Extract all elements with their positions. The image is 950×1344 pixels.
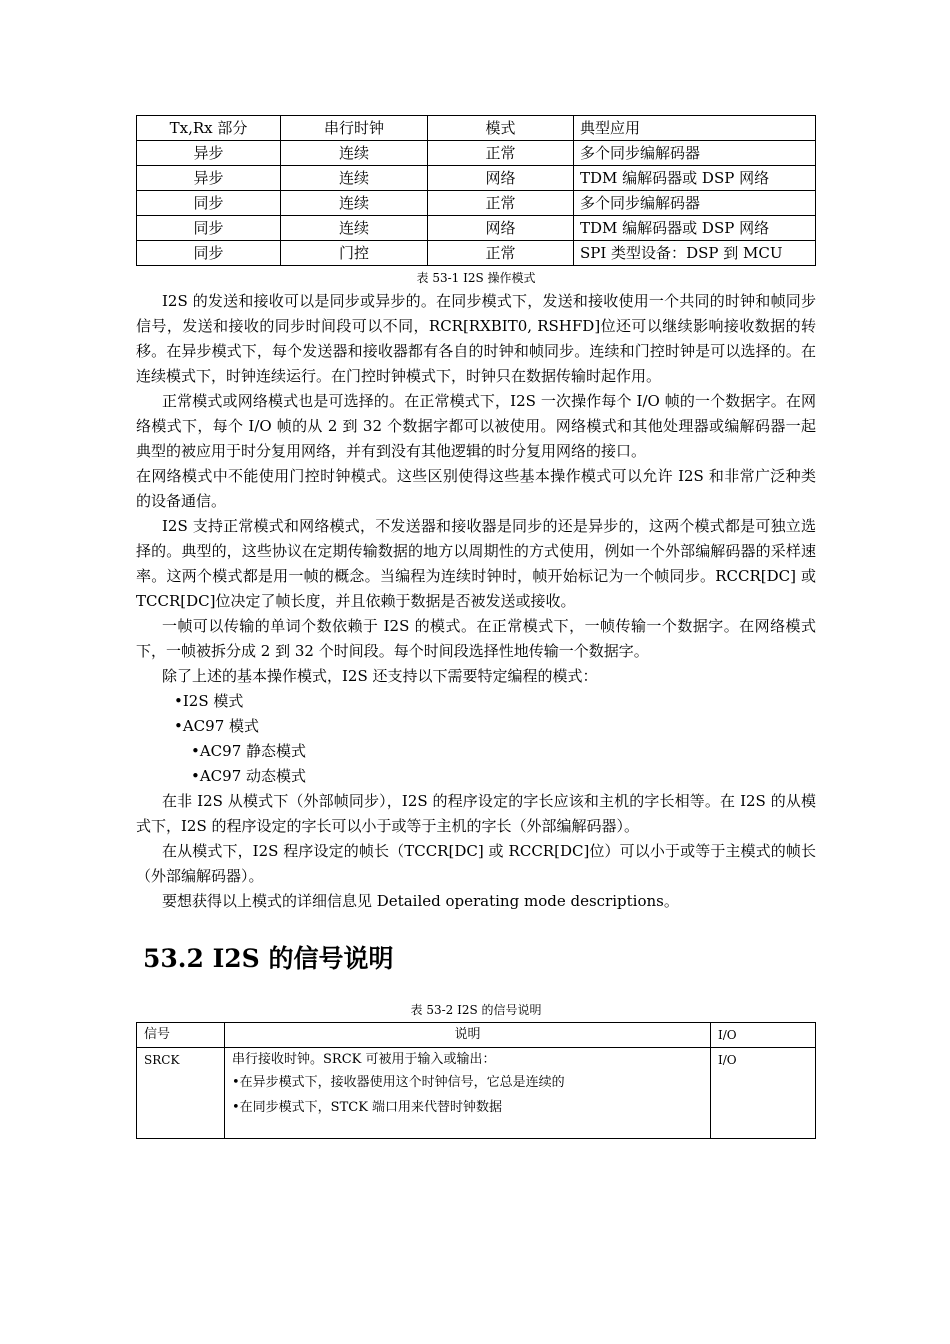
header-cell: 信号 <box>137 1023 225 1048</box>
document-page <box>136 115 816 1139</box>
table-cell: 连续 <box>281 166 428 191</box>
paragraph: 要想获得以上模式的详细信息见 Detailed operating mode descriptions。 <box>162 892 679 910</box>
table-row <box>137 191 816 216</box>
signal-description-cell <box>225 1048 711 1139</box>
table-cell: 正常 <box>428 141 574 166</box>
table-cell: SPI 类型设备：DSP 到 MCU <box>574 241 816 266</box>
table-caption: 表 53-1 I2S 操作模式 <box>416 271 536 285</box>
table-cell: 多个同步编解码器 <box>574 191 816 216</box>
signal-name-cell: SRCK <box>137 1048 225 1139</box>
table-cell: TDM 编解码器或 DSP 网络 <box>574 216 816 241</box>
section-heading: 53.2 I2S 的信号说明 <box>143 944 394 973</box>
table-cell: 网络 <box>428 216 574 241</box>
paragraph: I2S 支持正常模式和网络模式，不发送器和接收器是同步的还是异步的，这两个模式都是可独立选择的。典型的，这些协议在定期传输数据的地方以周期性的方式使用，例如一个外部编解码器的采样速率。这两个模式都是用一帧的概念。当编程为连续时钟时，帧开始标记为一个帧同步。RCCR[DC] 或 TCCR[DC]位决定了帧长度，并且依赖于数据是否被发送或接收。 <box>136 517 816 610</box>
header-cell: 典型应用 <box>574 116 816 141</box>
table-cell: 网络 <box>428 166 574 191</box>
paragraph: 在非 I2S 从模式下（外部帧同步），I2S 的程序设定的字长应该和主机的字长相等。在 I2S 的从模式下，I2S 的程序设定的字长可以小于或等于主机的字长（外部编解码器）。 <box>136 792 816 835</box>
table-row <box>137 166 816 191</box>
header-cell: I/O <box>711 1023 816 1048</box>
table-row <box>137 216 816 241</box>
header-cell: 说明 <box>225 1023 711 1048</box>
table-row <box>137 241 816 266</box>
paragraph: 正常模式或网络模式也是可选择的。在正常模式下，I2S 一次操作每个 I/O 帧的一个数据字。在网络模式下，每个 I/O 帧的从 2 到 32 个数据字都可以被使用。网络模式和其他处理器或编解码器一起典型的被应用于时分复用网络，并有到没有其他逻辑的时分复用网络的接口。 <box>136 392 816 460</box>
table-cell: 连续 <box>281 191 428 216</box>
paragraph: 在网络模式中不能使用门控时钟模式。这些区别使得这些基本操作模式可以允许 I2S 和非常广泛种类的设备通信。 <box>136 467 816 510</box>
table-cell: 同步 <box>137 191 281 216</box>
description-bullet: •在同步模式下，STCK 端口用来代替时钟数据 <box>232 1100 503 1115</box>
table-header-row <box>137 1023 816 1048</box>
description-bullet: •在异步模式下，接收器使用这个时钟信号，它总是连续的 <box>232 1075 565 1090</box>
table-cell: TDM 编解码器或 DSP 网络 <box>574 166 816 191</box>
paragraph: 一帧可以传输的单词个数依赖于 I2S 的模式。在正常模式下，一帧传输一个数据字。在网络模式下，一帧被拆分成 2 到 32 个时间段。每个时间段选择性地传输一个数据字。 <box>136 617 816 660</box>
table-header-row <box>137 116 816 141</box>
header-cell: 模式 <box>428 116 574 141</box>
table-caption: 表 53-2 I2S 的信号说明 <box>410 1003 542 1017</box>
body-text <box>136 289 816 914</box>
table-cell: 多个同步编解码器 <box>574 141 816 166</box>
table-cell: 连续 <box>281 216 428 241</box>
signal-table <box>136 1022 816 1139</box>
list-item: •AC97 动态模式 <box>191 767 307 785</box>
table-cell: 异步 <box>137 166 281 191</box>
list-item: •AC97 静态模式 <box>191 742 307 760</box>
paragraph: 除了上述的基本操作模式，I2S 还支持以下需要特定编程的模式： <box>162 667 598 685</box>
table-cell: 正常 <box>428 241 574 266</box>
table-cell: 连续 <box>281 141 428 166</box>
operation-mode-table <box>136 115 816 266</box>
list-item: •I2S 模式 <box>174 692 244 710</box>
table-cell: 正常 <box>428 191 574 216</box>
header-cell: Tx,Rx 部分 <box>137 116 281 141</box>
description-line: 串行接收时钟。SRCK 可被用于输入或输出： <box>232 1052 496 1067</box>
table-cell: 同步 <box>137 241 281 266</box>
paragraph: 在从模式下，I2S 程序设定的帧长（TCCR[DC] 或 RCCR[DC]位）可以小于或等于主模式的帧长（外部编解码器）。 <box>136 842 816 885</box>
table-cell: 异步 <box>137 141 281 166</box>
table-row <box>137 1048 816 1139</box>
header-cell: 串行时钟 <box>281 116 428 141</box>
table-row <box>137 141 816 166</box>
signal-io-cell: I/O <box>711 1048 816 1139</box>
paragraph: I2S 的发送和接收可以是同步或异步的。在同步模式下，发送和接收使用一个共同的时钟和帧同步信号，发送和接收的同步时间段可以不同，RCR[RXBIT0, RSHFD]位还可以继续影响接收数据的转移。在异步模式下，每个发送器和接收器都有各自的时钟和帧同步。连续和门控时钟是可以选择的。在连续模式下，时钟连续运行。在门控时钟模式下，时钟只在数据传输时起作用。 <box>136 292 816 385</box>
table-cell: 同步 <box>137 216 281 241</box>
table-cell: 门控 <box>281 241 428 266</box>
list-item: •AC97 模式 <box>174 717 260 735</box>
